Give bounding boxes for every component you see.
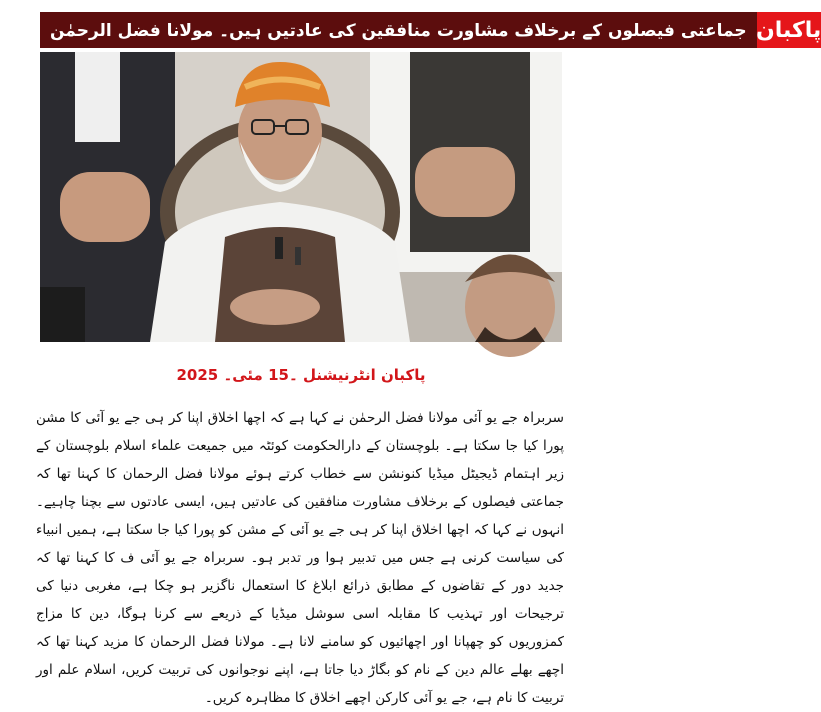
dateline [40, 366, 562, 384]
dateline-year: 2025 [176, 366, 219, 384]
dateline-source: پاکبان انٹرنیشنل ۔15 مئی۔ [223, 366, 426, 384]
headline: جماعتی فیصلوں کے برخلاف مشاورت منافقین کی عادتیں ہیں۔ مولانا فضل الرحمٰن [40, 12, 757, 48]
article-body: سربراہ جے یو آئی مولانا فضل الرحمٰن نے کہا ہے کہ اچھا اخلاق اپنا کر ہی جے یو آئی کا مشن پورا کیا جا سکتا ہے۔ بلوچستان کے دارالحکومت کوئٹہ میں جمیعت علماء اسلام بلوچستان کے زیر اہتمام ڈیجیٹل میڈیا کنونشن سے خطاب کرتے ہوئے مولانا فضل الرحمان کا کہنا تھا کہ جماعتی فیصلوں کے برخلاف مشاورت منافقین کی عادتیں ہیں، ایسی عادتوں سے بچنا چاہیے۔ انہوں نے کہا کہ اچھا اخلاق اپنا کر ہی جے یو آئی کے مشن کو پورا کیا جا سکتا ہے، ہمیں انبیاء کی سیاست کرنی ہے جس میں تدبیر ہوا ور تدبر ہو۔ سربراہ جے یو آئی ف کا کہنا تھا کہ جدید دور کے تقاضوں کے مطابق ذرائع ابلاغ کا استعمال ناگزیر ہو چکا ہے، مغربی دنیا کی ترجیحات اور تہذیب کا مقابلہ اسی سوشل میڈیا کے ذریعے سے کرنا ہوگا، دین کا مزاج کمزوریوں کو چھپانا اور اچھائیوں کو سامنے لانا ہے۔ مولانا فضل الرحمان کا مزید کہنا تھا کہ اچھے بھلے عالم دین کے نام کو بگاڑ دیا جاتا ہے، اپنے نوجوانوں کی تربیت کریں، اسلام علم اور تربیت کا نام ہے، جے یو آئی کارکن اچھے اخلاق کا مظاہرہ کریں۔ [36, 410, 564, 706]
news-photo [40, 52, 562, 342]
photo-illustration [40, 52, 562, 342]
header-banner [40, 12, 821, 48]
brand-logo: پاکبان [757, 12, 821, 48]
